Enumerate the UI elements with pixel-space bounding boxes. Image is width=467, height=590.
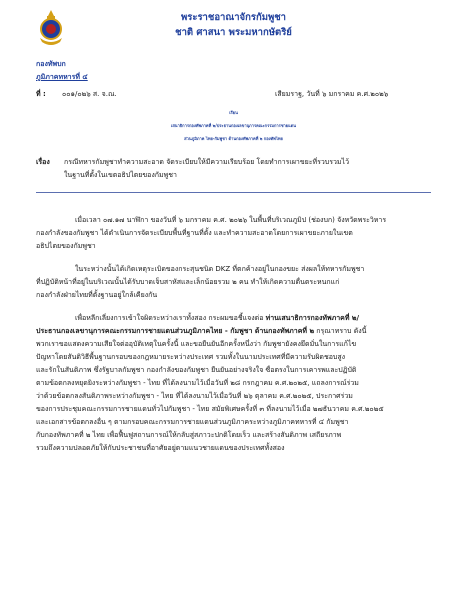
para3-line-2 [36,327,366,336]
para3-line-1 [75,314,359,323]
para3-line: กับกองทัพภาคที่ ๒ ไทย เพื่อฟื้นฟูสถานการณ์ให้กลับสู่สภาวะปกติโดยเร็ว และสร้างสันติภาพ เสถียรภาพ [36,431,342,439]
para3-line: ว่าด้วยข้อตกลงสันติภาพระหว่างกัมพูชา - ไทย ที่ได้ลงนามไว้เมื่อวันที่ ๒๖ ตุลาคม ค.ศ.๒๐๒๕, ประกาศร่วม [36,392,353,400]
place-date: เสียมราฐ, วันที่ ๖ มกราคม ค.ศ.๒๐๒๖ [275,90,389,98]
issuer-region: ภูมิภาคทหารที่ ๔ [36,73,88,81]
motto: ชาติ ศาสนา พระมหากษัตริย์ [175,27,292,38]
para3-addressee-bold: ประธานกองเลขานุการคณะกรรมการชายแดนส่วนภูมิภาคไทย - กัมพูชา ด้านกองทัพภาคที่ ๒ [36,327,315,335]
para2-line: กองกำลังฝ่ายไทยที่ตั้งฐานอยู่ใกล้เคียงกัน [36,291,158,299]
para1-line: เมื่อเวลา ๐๗.๑๗ นาฬิกา ของวันที่ ๖ มกราคม ค.ศ. ๒๐๒๖ ในพื้นที่บริเวณภูมิป (ช่องบก) จังหวัดพระวิหาร [75,216,387,224]
para1-line: อธิปไตยของกัมพูชา [36,242,96,250]
subject-line-1: กรณีทหารกัมพูชาทำความสะอาด จัดระเบียบให้มีความเรียบร้อย โดยทำการเผาขยะที่รวบรวมไว้ [64,158,349,166]
para2-line: ในระหว่างนั้นได้เกิดเหตุระเบิดของกระสุนชนิด DKZ ที่ตกค้างอยู่ในกองขยะ ส่งผลให้ทหารกัมพูชา [75,265,365,273]
para2-line: ที่ปฏิบัติหน้าที่อยู่ในบริเวณนั้นได้รับบาดเจ็บสาหัสและเล็กน้อยรวม ๒ คน ทำให้เกิดความตื่นตระหนกแก่ [36,278,340,286]
para3-line: รวมถึงความปลอดภัยให้กับประชาชนที่อาศัยอยู่ตามแนวชายแดนของประเทศทั้งสอง [36,444,285,452]
para1-line: กองกำลังของกัมพูชา ได้ดำเนินการจัดระเบียบพื้นที่ฐานที่ตั้ง และทำความสะอาดโดยการเผาขยะภายในเขต [36,229,353,237]
para3-line: ปัญหาโดยสันติวิธีพื้นฐานกรอบของกฎหมายระหว่างประเทศ รวมทั้งในนามประเทศที่มีความรับผิดชอบสูง [36,353,346,361]
kingdom-title: พระราชอาณาจักรกัมพูชา [180,12,287,23]
addressee-line-1: เสนาธิการกองทัพภาคที่ ๒/ประธานกองเลขานุการคณะกรรมการชายแดน [170,123,297,128]
issuer-army: กองทัพบก [36,60,66,68]
divider [36,192,431,193]
addressee-line-2: ส่วนภูมิภาค ไทย-กัมพูชา ด้านกองทัพภาคที่ ๒ กองทัพไทย [184,136,283,141]
para3-intro: เพื่อหลีกเลี่ยงการเข้าใจผิดระหว่างเราทั้งสอง กระผมขอชี้แจงต่อ [75,314,266,322]
addressee-heading: เรียน [229,110,238,115]
para3-line: ตามข้อตกลงหยุดยิงระหว่างกัมพูชา - ไทย ที่ได้ลงนามไว้เมื่อวันที่ ๒๘ กรกฎาคม ค.ศ.๒๐๒๕, แถลงการณ์ร่วม [36,379,359,387]
ref-value: ๐๐๑/๐๒๖ ส. จ.ณ. [62,90,117,98]
para3-intro-bold: ท่านเสนาธิการกองทัพภาคที่ ๒/ [265,314,360,322]
para3-line: ของการประชุมคณะกรรมการชายแดนทั่วไปกัมพูชา - ไทย สมัยพิเศษครั้งที่ ๓ ที่ลงนามไว้เมื่อ ๒๗ธันวาคม ค.ศ.๒๐๒๕ [36,405,384,413]
para3-please-note: กรุณาทราบ ดังนี้ [314,327,367,335]
subject-label: เรื่อง [36,158,50,166]
para3-line: และเอกสารข้อตกลงอื่น ๆ ตามกรอบคณะกรรมการชายแดนส่วนภูมิภาคระหว่างภูมิภาคทหารที่ ๔ กัมพูชา [36,418,349,426]
subject-line-2: ในฐานที่ตั้งในเขตอธิปไตยของกัมพูชา [64,171,177,179]
para3-line: พวกเราขอแสดงความเสียใจต่ออุบัติเหตุในครั้งนี้ และขอยืนยันอีกครั้งหนึ่งว่า กัมพูชายังคงยึดมั่นในการแก้ไข [36,340,357,348]
para3-line: และรักในสันติภาพ ซึ่งรัฐบาลกัมพูชา กองกำลังของกัมพูชา ยืนยันอย่างจริงใจ ซื่อตรงในการเคารพและปฏิบัติ [36,366,357,374]
ref-label: ที่ : [36,90,46,98]
